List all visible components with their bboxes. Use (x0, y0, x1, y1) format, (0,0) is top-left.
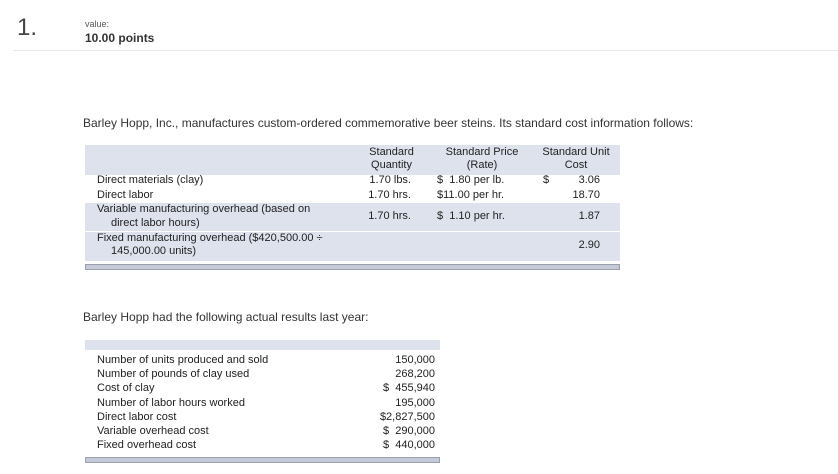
row-qty: 1.70 hrs. (368, 189, 411, 201)
actual-label: Number of pounds of clay used (97, 368, 250, 380)
actual-value: 150,000 (395, 354, 435, 366)
actual-value: $ 455,940 (383, 382, 435, 394)
row-price: $ 1.10 per hr. (437, 210, 505, 222)
row-label: Fixed manufacturing overhead ($420,500.00 ÷ (97, 232, 323, 244)
actual-label: Number of labor hours worked (97, 397, 245, 409)
row-price: $11.00 per hr. (437, 189, 505, 201)
header-standard-quantity: Quantity (371, 159, 412, 171)
actual-results-intro: Barley Hopp had the following actual results last year: (83, 310, 369, 324)
actual-label: Variable overhead cost (97, 425, 209, 437)
actual-value: $ 440,000 (383, 439, 435, 451)
actual-value: $2,827,500 (379, 411, 435, 423)
row-unit-cost: 18.70 (572, 189, 600, 201)
actual-label: Fixed overhead cost (97, 439, 197, 451)
actual-label: Number of units produced and sold (97, 354, 269, 366)
actual-label: Direct labor cost (97, 411, 177, 423)
actual-value: 195,000 (395, 397, 435, 409)
points-value: 10.00 points (85, 31, 155, 45)
row-label: Direct labor (97, 189, 154, 201)
table-footer-bar (85, 264, 620, 270)
row-label: Variable manufacturing overhead (based on (97, 203, 311, 215)
row-unit-cost: 3.06 (578, 174, 600, 186)
question-number: 1. (17, 14, 38, 41)
row-qty: 1.70 hrs. (368, 210, 411, 222)
header-standard-price: Standard Price (445, 146, 519, 158)
divider (13, 50, 838, 51)
row-unit-dollar: $ (543, 174, 550, 186)
row-price: $ 1.80 per lb. (437, 174, 505, 186)
row-unit-cost: 2.90 (578, 239, 600, 251)
header-standard-unit-cost: Cost (564, 159, 588, 171)
row-qty: 1.70 lbs. (369, 174, 411, 186)
row-label-cont: 145,000.00 units) (111, 245, 197, 257)
header-band (85, 340, 440, 350)
actual-results-table (85, 340, 440, 466)
header-standard-price: (Rate) (466, 159, 498, 171)
problem-intro: Barley Hopp, Inc., manufactures custom-ordered commemorative beer steins. Its standard cost information follows: (83, 116, 694, 130)
value-label: value: (85, 19, 110, 29)
header-standard-quantity: Standard (369, 146, 414, 158)
row-label: Direct materials (clay) (97, 174, 204, 186)
row-label-cont: direct labor hours) (111, 217, 200, 229)
standard-cost-table (85, 145, 620, 271)
actual-label: Cost of clay (97, 382, 155, 394)
actual-value: $ 290,000 (383, 425, 435, 437)
row-unit-cost: 1.87 (578, 210, 600, 222)
actual-value: 268,200 (395, 368, 435, 380)
table-footer-bar (85, 457, 440, 463)
header-standard-unit-cost: Standard Unit (542, 146, 610, 158)
